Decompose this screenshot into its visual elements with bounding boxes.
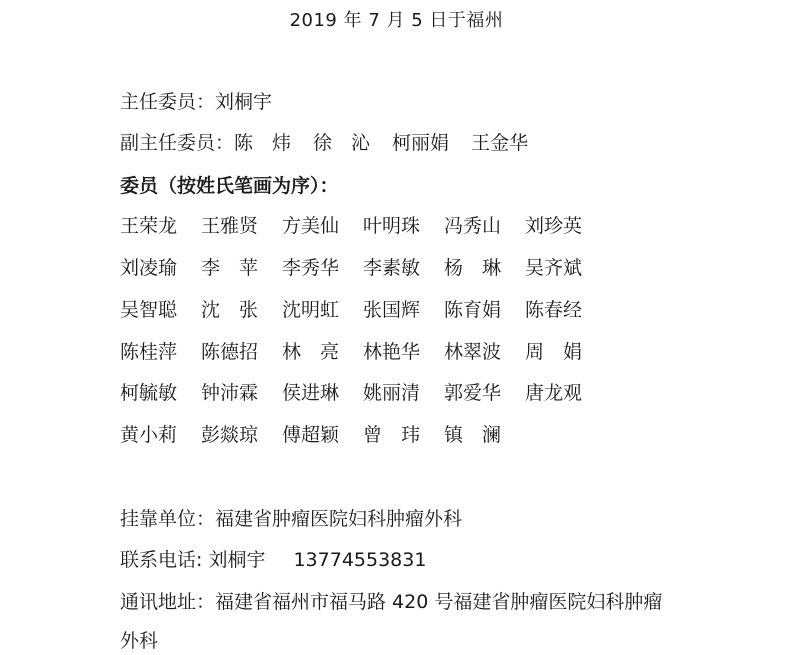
member-name: 王雅贤 — [201, 215, 259, 237]
member-name: 曾 玮 — [363, 424, 421, 446]
address-line-continued: 外科 — [120, 630, 159, 652]
member-name: 林艳华 — [363, 341, 421, 363]
member-name: 李 苹 — [201, 257, 259, 279]
member-name: 彭燚琼 — [201, 424, 259, 446]
member-name: 林 亮 — [282, 341, 340, 363]
member-name: 林翠波 — [444, 341, 502, 363]
chair-line — [120, 90, 272, 114]
member-name: 刘凌瑜 — [120, 257, 178, 279]
member-name: 冯秀山 — [444, 215, 502, 237]
member-name: 陈德招 — [201, 341, 259, 363]
member-name: 郭爱华 — [444, 382, 502, 404]
member-name: 钟沛霖 — [201, 382, 259, 404]
contact-line — [120, 548, 426, 572]
member-name: 陈桂萍 — [120, 341, 178, 363]
member-name: 张国辉 — [363, 299, 421, 321]
member-row — [120, 381, 606, 405]
vice-chair-label: 副主任委员： — [120, 132, 235, 154]
member-row — [120, 214, 606, 238]
vice-chair-name: 柯丽娟 — [392, 132, 450, 154]
vice-chair-name: 徐 沁 — [313, 132, 371, 154]
affiliation-value: 福建省肿瘤医院妇科肿瘤外科 — [215, 508, 463, 530]
member-row — [120, 256, 606, 280]
member-row — [120, 340, 606, 364]
member-row — [120, 423, 525, 447]
contact-name: 刘桐宇 — [208, 549, 266, 571]
member-name: 沈 张 — [201, 299, 259, 321]
chair-label: 主任委员： — [120, 91, 216, 113]
address-value: 福建省福州市福马路 420 号福建省肿瘤医院妇科肿瘤 — [215, 591, 663, 613]
vice-chair-name: 陈 炜 — [234, 132, 292, 154]
address-label: 通讯地址： — [120, 591, 216, 613]
affiliation-label: 挂靠单位： — [120, 508, 216, 530]
vice-chair-name: 王金华 — [471, 132, 529, 154]
member-name: 吴齐斌 — [525, 257, 583, 279]
chair-name: 刘桐宇 — [215, 91, 273, 113]
member-name: 姚丽清 — [363, 382, 421, 404]
member-name: 叶明珠 — [363, 215, 421, 237]
member-name: 陈春经 — [525, 299, 583, 321]
member-name: 吴智聪 — [120, 299, 178, 321]
member-name: 周 娟 — [525, 341, 583, 363]
member-name: 王荣龙 — [120, 215, 178, 237]
member-name: 杨 琳 — [444, 257, 502, 279]
member-name: 方美仙 — [282, 215, 340, 237]
address-line — [120, 590, 662, 614]
member-row — [120, 298, 606, 322]
member-name: 柯毓敏 — [120, 382, 178, 404]
member-name: 刘珍英 — [525, 215, 583, 237]
vice-chair-line — [120, 131, 550, 155]
member-name: 镇 澜 — [444, 424, 502, 446]
member-name: 唐龙观 — [525, 382, 583, 404]
member-name: 黄小莉 — [120, 424, 178, 446]
date-place-line: 2019 年 7 月 5 日于福州 — [289, 10, 504, 31]
member-name: 李素敏 — [363, 257, 421, 279]
member-name: 李秀华 — [282, 257, 340, 279]
contact-phone: 13774553831 — [293, 549, 427, 571]
member-name: 傅超颖 — [282, 424, 340, 446]
member-name: 沈明虹 — [282, 299, 340, 321]
contact-label: 联系电话: — [120, 549, 209, 571]
member-name: 侯进琳 — [282, 382, 340, 404]
member-name: 陈育娟 — [444, 299, 502, 321]
affiliation-line — [120, 507, 462, 531]
members-heading: 委员（按姓氏笔画为序）： — [120, 175, 339, 197]
